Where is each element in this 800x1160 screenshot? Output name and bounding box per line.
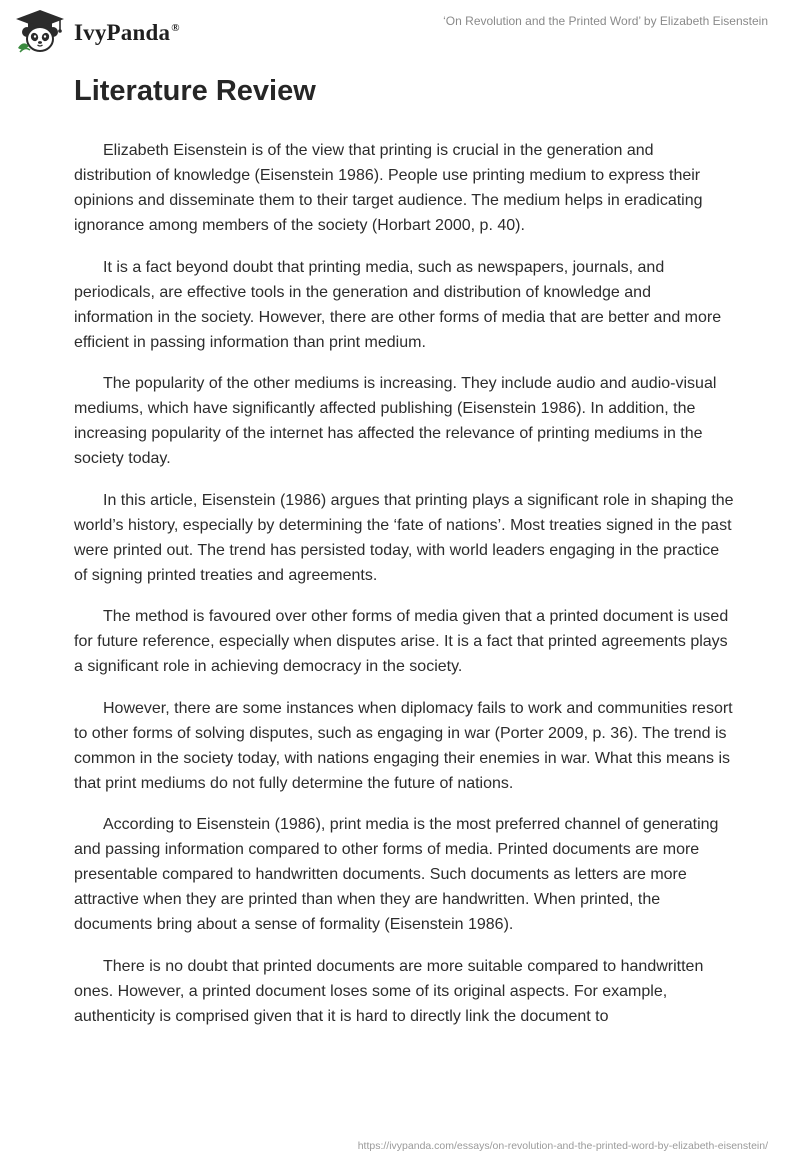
article-body [74,74,734,1045]
brand-logo[interactable] [14,8,180,54]
panda-graduate-icon [14,8,66,54]
paragraph: The method is favoured over other forms of media given that a printed document is used for future reference, especially when disputes arise. It is a fact that printed agreements plays a significant role in achieving democracy in the society. [74,608,729,675]
paragraph: According to Eisenstein (1986), print media is the most preferred channel of generating and passing information compared to other forms of media. Printed documents are more presentable compared to handwritten documents. Such documents as letters are more attractive when they are printed than when they are handwritten. When printed, the documents bring about a sense of formality (Eisenstein 1986). [74,816,719,933]
registered-mark: ® [171,22,180,35]
paragraph: There is no doubt that printed documents are more suitable compared to handwritten ones. However, a printed document loses some of its original aspects. For example, authenticity is comprised given that it is hard to directly link the document to [74,957,704,1025]
document-title: ‘On Revolution and the Printed Word’ by Elizabeth Eisenstein [443,14,768,28]
paragraph: The popularity of the other mediums is increasing. They include audio and audio-visual mediums, which have significantly affected publishing (Eisenstein 1986). In addition, the increasing popularity of the internet has affected the relevance of printing mediums in the society today. [74,375,717,467]
paragraph: Elizabeth Eisenstein is of the view that printing is crucial in the generation and distribution of knowledge (Eisenstein 1986). People use printing medium to express their opinions and disseminate them to their target audience. The medium helps in eradicating ignorance among members of the society (Horbart 2000, p. 40). [74,142,703,234]
source-url[interactable]: https://ivypanda.com/essays/on-revolution-and-the-printed-word-by-elizabeth-eisenstein/ [357,1140,768,1152]
paragraph: However, there are some instances when diplomacy fails to work and communities resort to other forms of solving disputes, such as engaging in war (Porter 2009, p. 36). The trend is common in the society today, with nations engaging their enemies in war. What this means is that print mediums do not fully determine the future of nations. [74,699,733,792]
paragraph: In this article, Eisenstein (1986) argues that printing plays a significant role in shaping the world’s history, especially by determining the ‘fate of nations’. Most treaties signed in the past were printed out. The trend has persisted today, with world leaders engaging in the practice of signing printed treaties and agreements. [74,491,734,584]
brand-name: IvyPanda® [74,20,180,45]
paragraph: It is a fact beyond doubt that printing media, such as newspapers, journals, and periodicals, are effective tools in the generation and distribution of knowledge and information in the society. However, there are other forms of media that are better and more efficient in passing information than print medium. [74,258,722,351]
page-header [0,0,800,68]
section-heading: Literature Review [74,75,316,107]
